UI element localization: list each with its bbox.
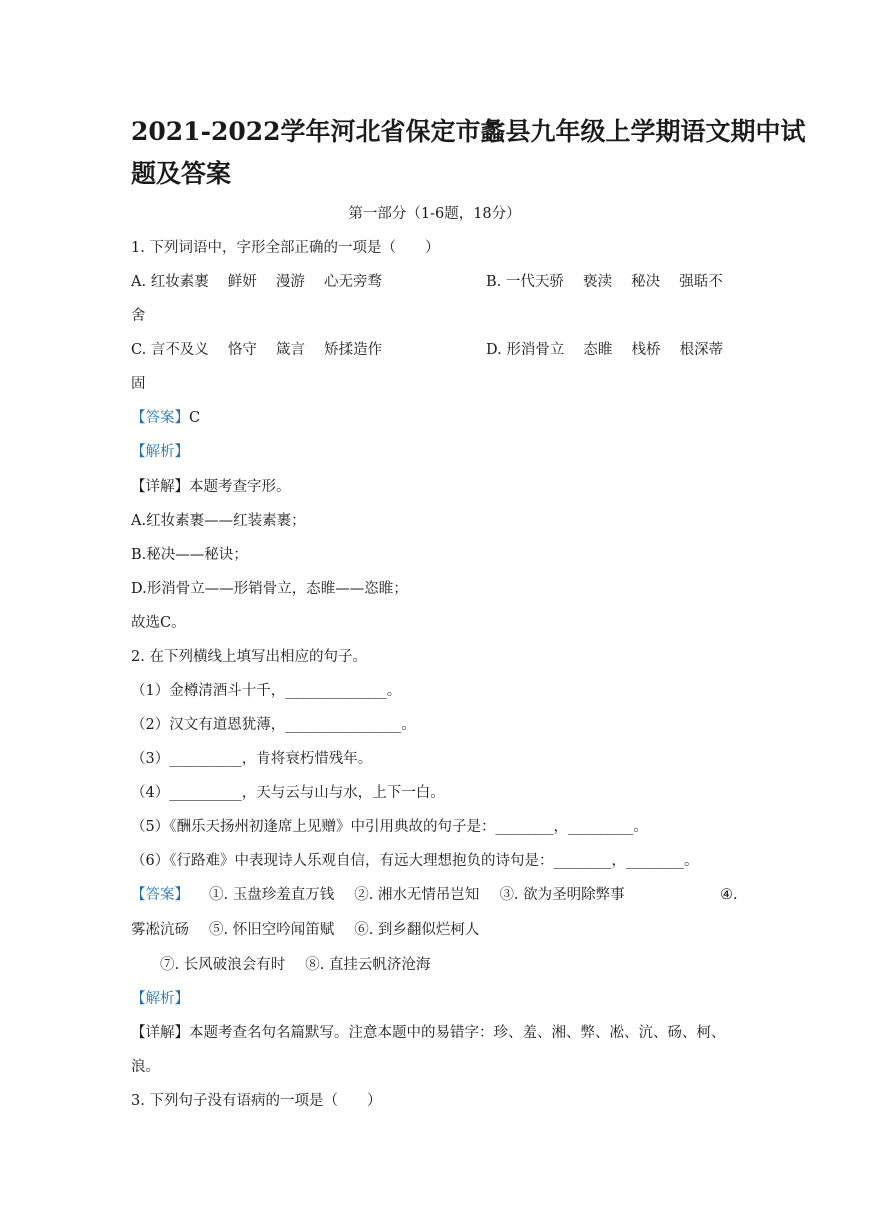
q2-sentence-6: （6）《行路难》中表现诗人乐观自信，有远大理想抱负的诗句是：________，________。 [131,853,699,869]
q1-option-b: B. 一代天骄 亵渎 秘决 强聒不 [486,274,723,290]
q2-detail: 【详解】本题考查名句名篇默写。注意本题中的易错字：珍、羞、湘、弊、凇、沆、砀、柯、 [131,1025,726,1041]
q2-answer-line-1 [131,885,625,905]
q2-answer-8: ⑧. 直挂云帆济沧海 [305,957,431,973]
q2-sentence-2: （2）汉文有道恩犹薄，________________。 [131,717,416,733]
q1-option-d: D. 形消骨立 态睢 栈桥 根深蒂 [486,342,724,358]
q1-option-b-continued: 舍 [131,308,146,324]
q1-detail: 【详解】本题考查字形。 [131,479,291,495]
q1-analysis-tag: 【解析】 [131,444,189,460]
q2-answer-5: ⑤. 怀旧空吟闻笛赋 [209,922,335,938]
q2-answer-4-continued: 雾凇沆砀 [131,922,189,938]
answer-tag: 【答案】 [131,887,189,903]
q2-answer-line-2 [131,920,479,940]
q2-answer-4: ④. [720,887,738,903]
q2-detail-continued: 浪。 [131,1059,160,1075]
q1-option-d-continued: 固 [131,376,146,392]
document-title-line-2: 题及答案 [131,159,232,188]
q2-sentence-4: （4）__________，天与云与山与水，上下一白。 [131,785,445,801]
q1-option-c: C. 言不及义 恪守 箴言 矫揉造作 [131,342,383,358]
section-header: 第一部分（1-6题，18分） [348,206,521,222]
answer-tag: 【答案】 [131,410,189,426]
q2-analysis-tag: 【解析】 [131,991,189,1007]
q3-stem: 3. 下列句子没有语病的一项是（ ） [131,1093,382,1109]
q2-answer-6: ⑥. 到乡翻似烂柯人 [354,922,480,938]
q1-stem: 1. 下列词语中，字形全部正确的一项是（ ） [131,240,440,256]
q1-explanation-b: B.秘决——秘诀； [131,547,248,563]
q2-answer-3: ③. 欲为圣明除弊事 [499,887,625,903]
document-title-line-1: 2021-2022学年河北省保定市蠡县九年级上学期语文期中试 [131,117,806,146]
q2-sentence-1: （1）金樽清酒斗十千，______________。 [131,683,402,699]
q2-sentence-5: （5）《酬乐天扬州初逢席上见赠》中引用典故的句子是：________，_________。 [131,819,648,835]
q1-explanation-d: D.形消骨立——形销骨立，态睢——恣睢； [131,581,408,597]
q1-option-a: A. 红妆素裹 鲜妍 漫游 心无旁骛 [131,274,383,290]
q2-answer-2: ②. 湘水无情吊岂知 [354,887,480,903]
q2-answer-line-3 [160,955,430,975]
q1-explanation-a: A.红妆素裹——红装素裹； [131,513,306,529]
q2-stem: 2. 在下列横线上填写出相应的句子。 [131,649,367,665]
q1-answer [131,408,200,428]
q2-answer-1: ①. 玉盘珍羞直万钱 [209,887,335,903]
q1-conclusion: 故选C。 [131,615,186,631]
q2-answer-7: ⑦. 长风破浪会有时 [160,957,286,973]
q2-sentence-3: （3）__________，肯将衰朽惜残年。 [131,751,373,767]
q1-answer-value: C [189,410,201,426]
